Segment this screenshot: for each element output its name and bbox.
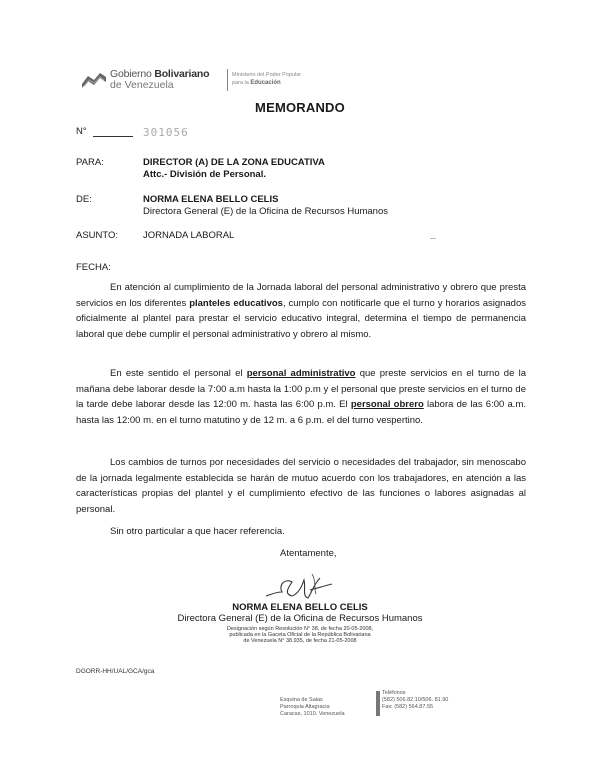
logo-divider bbox=[227, 69, 228, 91]
gov-name-line1: Gobierno Bolivariano bbox=[110, 68, 210, 80]
signature-note-2: publicada en la Gaceta Oficial de la República Bolivariana bbox=[229, 632, 371, 638]
signature-note-1: Designación según Resolución N° 38, de fecha 20-05-2008, bbox=[226, 626, 374, 632]
flag-logo-icon bbox=[80, 70, 108, 90]
signature-note-3: de Venezuela N° 38.935, de fecha 21-05-2008 bbox=[243, 638, 357, 644]
para-label: PARA: bbox=[76, 157, 104, 168]
ministry-line1: Ministerio del Poder Popular bbox=[232, 72, 302, 78]
fecha-label: FECHA: bbox=[76, 262, 111, 273]
footer-address: Esquina de Salas Parroquia Altagracia Caracas, 1010. Venezuela bbox=[280, 697, 345, 717]
ministry-line2: para la Educación bbox=[232, 80, 281, 86]
body-paragraph-4: Sin otro particular a que hacer referencia. bbox=[110, 526, 285, 537]
handwritten-signature bbox=[262, 570, 352, 604]
body-paragraph-1: En atención al cumplimiento de la Jornada laboral del personal administrativo y obrero que presta servicios en los diferentes planteles educativos, cumplo con notificarle que el turno y horarios asignados oficialmente al plantel para prestar el servicio educativo integral, determina el tiempo de permanencia laboral que debe cumplir el personal administrativo y obrero al mismo. bbox=[76, 282, 526, 340]
asunto-value: JORNADA LABORAL bbox=[143, 230, 235, 241]
asunto-label: ASUNTO: bbox=[76, 230, 119, 241]
footer-divider bbox=[376, 691, 380, 716]
para-attention: Attc.- División de Personal. bbox=[143, 169, 266, 180]
footer-phones: Teléfonos (582) 506.82.10/506. 81.90 Fax: (582) 564.87.55 bbox=[382, 690, 449, 710]
gov-name-line2: de Venezuela bbox=[110, 79, 174, 91]
para-recipient: DIRECTOR (A) DE LA ZONA EDUCATIVA bbox=[143, 157, 325, 168]
closing: Atentamente, bbox=[280, 548, 337, 559]
de-label: DE: bbox=[76, 194, 92, 205]
de-sender-title: Directora General (E) de la Oficina de Recursos Humanos bbox=[143, 206, 388, 217]
signature-title: Directora General (E) de la Oficina de Recursos Humanos bbox=[177, 613, 423, 624]
body-paragraph-2: En este sentido el personal el personal administrativo que preste servicios en el turno de la mañana debe laborar desde la 7:00 a.m hasta la 1:00 p.m y el personal que preste servicios en el turno de la tarde debe laborar desde las 12:00 m. hasta las 6:00 p.m. El personal obrero labora de las 6:00 a.m. hasta las 12:00 m. en el turno matutino y de 12 m. a 6 p.m. el del turno vespertino. bbox=[76, 368, 526, 426]
number-underline bbox=[93, 136, 133, 137]
de-sender: NORMA ELENA BELLO CELIS bbox=[143, 194, 279, 205]
signature-name: NORMA ELENA BELLO CELIS bbox=[232, 602, 368, 613]
reference-code: DGORR-HH/UAL/GCA/gca bbox=[76, 668, 155, 675]
number-label: N° bbox=[76, 126, 87, 137]
number-stamp: 301056 bbox=[143, 126, 189, 139]
scan-mark bbox=[430, 238, 436, 239]
government-logo bbox=[80, 66, 340, 96]
document-title: MEMORANDO bbox=[255, 100, 345, 115]
body-paragraph-3: Los cambios de turnos por necesidades del servicio o necesidades del trabajador, sin menoscabo de la jornada legalmente establecida se harán de mutuo acuerdo con los trabajadores, en atención a las características propias del plantel y el cumplimiento efectivo de las funciones o labores asignadas al personal. bbox=[76, 457, 526, 515]
